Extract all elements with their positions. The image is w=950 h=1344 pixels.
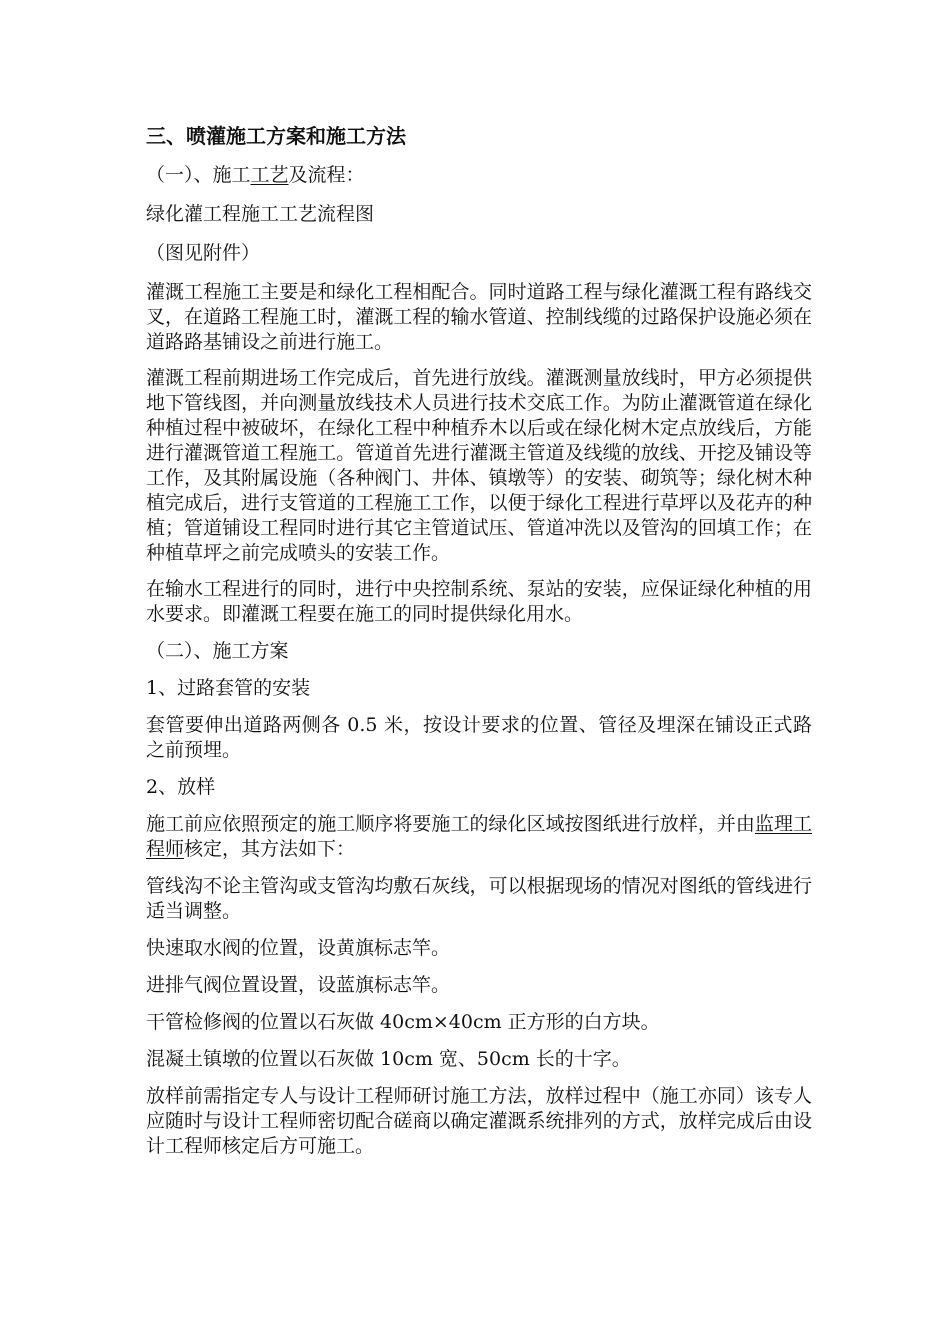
flow-chart-title: 绿化灌工程施工工艺流程图	[146, 203, 375, 225]
paragraph-8: 混凝土镇墩的位置以石灰做 10cm 宽、50cm 长的十字。	[146, 1048, 631, 1070]
item-2-text-before: 施工前应依照预定的施工顺序将要施工的绿化区域按图纸进行放样，并由	[146, 813, 755, 835]
paragraph-3: 在输水工程进行的同时，进行中央控制系统、泵站的安装，应保证绿化种植的用水要求。即灌溉工程要在施工的同时提供绿化用水。	[146, 578, 812, 625]
item-2-text-after: 核定，其方法如下：	[184, 838, 356, 860]
paragraph-5: 快速取水阀的位置，设黄旗标志竿。	[146, 937, 451, 959]
item-2-text	[146, 812, 812, 862]
item-2-text-underlined: 监理工程师	[146, 813, 812, 860]
paragraph-1: 灌溉工程施工主要是和绿化工程相配合。同时道路工程与绿化灌溉工程有路线交叉，在道路工程施工时，灌溉工程的输水管道、控制线缆的过路保护设施必须在道路路基铺设之前进行施工。	[146, 281, 812, 353]
paragraph-9: 放样前需指定专人与设计工程师研讨施工方法，放样过程中（施工亦同）该专人应随时与设计工程师密切配合磋商以确定灌溉系统排列的方式，放样完成后由设计工程师核定后方可施工。	[146, 1085, 812, 1157]
paragraph-4: 管线沟不论主管沟或支管沟均敷石灰线，可以根据现场的情况对图纸的管线进行适当调整。	[146, 875, 812, 922]
document-page	[146, 124, 812, 1159]
subsection-1-title-before: （一）、施工	[146, 164, 251, 186]
see-attachment-note: （图见附件）	[146, 242, 261, 264]
paragraph-7: 干管检修阀的位置以石灰做 40cm×40cm 正方形的白方块。	[146, 1011, 660, 1033]
subsection-1-title	[146, 163, 812, 188]
item-2-title: 2、放样	[146, 776, 216, 798]
item-1-text: 套管要伸出道路两侧各 0.5 米，按设计要求的位置、管径及埋深在铺设正式路之前预埋。	[146, 714, 812, 761]
subsection-1-title-after: 及流程：	[288, 164, 365, 186]
item-1-title: 1、过路套管的安装	[146, 677, 311, 699]
paragraph-2: 灌溉工程前期进场工作完成后，首先进行放线。灌溉测量放线时，甲方必须提供地下管线图，并向测量放线技术人员进行技术交底工作。为防止灌溉管道在绿化种植过程中被破坏，在绿化工程中种植乔木以后或在绿化树木定点放线后，方能进行灌溉管道工程施工。管道首先进行灌溉主管道及线缆的放线、开挖及铺设等工作，及其附属设施（各种阀门、井体、镇墩等）的安装、砌筑等；绿化树木种植完成后，进行支管道的工程施工工作，以便于绿化工程进行草坪以及花卉的种植；管道铺设工程同时进行其它主管道试压、管道冲洗以及管沟的回填工作；在种植草坪之前完成喷头的安装工作。	[146, 367, 812, 564]
subsection-2-title: （二）、施工方案	[146, 640, 289, 662]
paragraph-6: 进排气阀位置设置，设蓝旗标志竿。	[146, 974, 451, 996]
section-heading: 三、喷灌施工方案和施工方法	[146, 124, 406, 148]
subsection-1-title-underlined: 工艺	[250, 164, 289, 186]
